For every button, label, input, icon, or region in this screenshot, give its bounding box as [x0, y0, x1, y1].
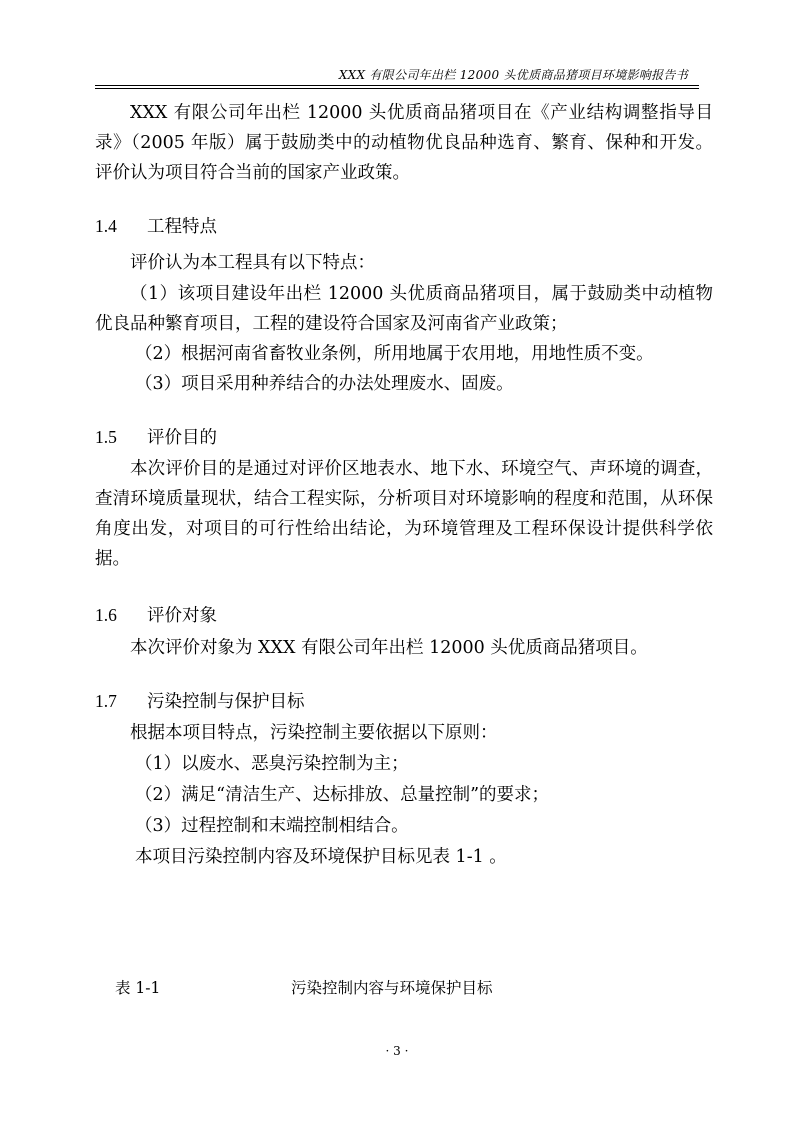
section-number: 1.5 [95, 427, 117, 447]
section-title: 工程特点 [147, 217, 217, 237]
section-1-4-lead: 评价认为本工程具有以下特点： [130, 253, 375, 273]
section-1-5-paragraph: 本次评价目的是通过对评价区地表水、地下水、环境空气、声环境的调查，查清环境质量现状，结合工程实际，分析项目对环境影响的程度和范围，从环保角度出发，对项目的可行性给出结论，为环境管理及工程环保设计提供科学依据。 [95, 459, 713, 569]
section-heading-1-6 [95, 602, 217, 627]
section-title: 评价目的 [147, 428, 217, 448]
section-title: 评价对象 [147, 606, 217, 626]
intro-paragraph: XXX 有限公司年出栏 12000 头优质商品猪项目在《产业结构调整指导目录》（2005 年版）属于鼓励类中的动植物优良品种选育、繁育、保种和开发。评价认为项目符合当前的国家产业政策。 [95, 103, 713, 183]
section-1-7-item-3: （3）过程控制和末端控制相结合。 [135, 816, 409, 836]
section-1-7-item-1: （1）以废水、恶臭污染控制为主； [135, 754, 409, 774]
section-heading-1-5 [95, 424, 217, 449]
header-rule-bottom [95, 88, 699, 89]
section-1-4-item-1: （1）该项目建设年出栏 12000 头优质商品猪项目，属于鼓励类中动植物优良品种繁育项目，工程的建设符合国家及河南省产业政策； [95, 284, 713, 334]
header-title: XXX 有限公司年出栏 12000 头优质商品猪项目环境影响报告书 [338, 68, 688, 82]
section-number: 1.7 [95, 691, 117, 711]
section-title: 污染控制与保护目标 [147, 692, 305, 712]
section-1-6-paragraph: 本次评价对象为 XXX 有限公司年出栏 12000 头优质商品猪项目。 [130, 638, 648, 658]
table-caption-label: 表 1-1 [115, 979, 161, 997]
section-1-4-item-3: （3）项目采用种养结合的办法处理废水、固废。 [135, 374, 514, 394]
page-number: · 3 · [385, 1044, 409, 1058]
section-heading-1-7 [95, 688, 305, 713]
section-1-4-item-2: （2）根据河南省畜牧业条例，所用地属于农用地，用地性质不变。 [135, 344, 654, 364]
table-caption-title: 污染控制内容与环境保护目标 [291, 979, 493, 997]
header-rule-top [95, 85, 699, 86]
section-number: 1.6 [95, 605, 117, 625]
section-heading-1-4 [95, 213, 217, 238]
section-1-7-lead: 根据本项目特点，污染控制主要依据以下原则： [130, 723, 498, 743]
section-1-7-closing: 本项目污染控制内容及环境保护目标见表 1-1 。 [135, 847, 507, 867]
section-1-7-item-2: （2）满足“清洁生产、达标排放、总量控制”的要求； [135, 785, 550, 805]
section-number: 1.4 [95, 216, 117, 236]
